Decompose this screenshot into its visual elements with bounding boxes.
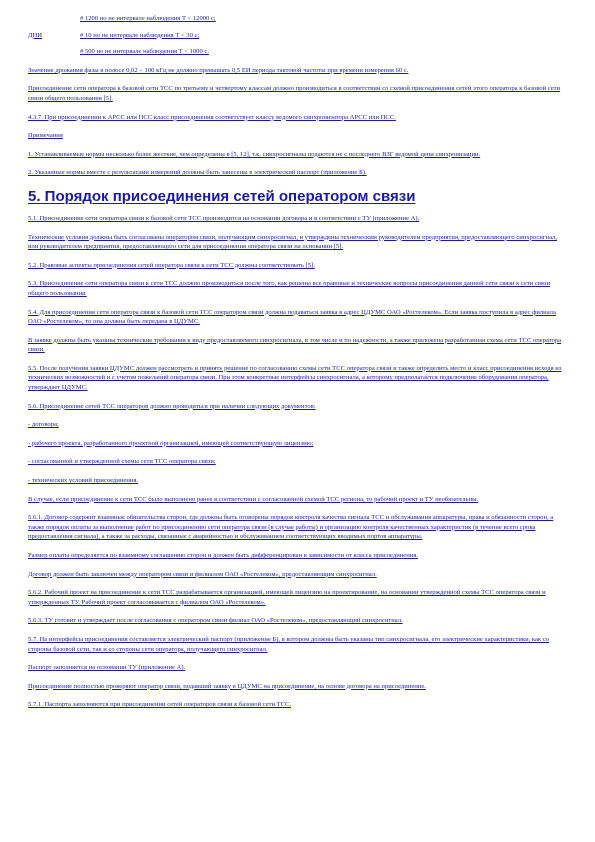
paragraph: Присоединение полностью проверяют оператор связи, подавший заявку в ЦДУМС на присоединение, на основе договора на присоединение.	[28, 682, 426, 690]
header-row-text: # 500 но не интервале наблюдения T < 1000 с.	[80, 48, 209, 56]
header-row-1	[28, 14, 568, 24]
header-row-text: # 10 но не интервале наблюдения T < 30 с;	[80, 31, 200, 39]
paragraph: Договор должен быть заключен между оператором связи и филиалом ОАО «Ростелеком», предоставляющим синхросигнал.	[28, 570, 377, 578]
paragraph: 5.4. Для присоединения сети оператора связи к базовой сети ТСС оператором связи должна подаваться заявка в адрес ЦДУМС ОАО «Ростелеком». Если заявка поступила в адрес филиала ОАО «Ростелеком», то она должна быть передана в ЦДУМС.	[28, 308, 556, 326]
paragraph: 4.3.7. При присоединении к АРСС или ПСС класс присоединения соответствует классу ведомого синхронизатора АРСС или ПСС.	[28, 113, 396, 121]
header-row-2	[28, 31, 568, 41]
paragraph: В заявке должны быть указаны технические требования к виду предоставляемого синхросигнала, в том числе и по надежности, а также приложена разработанная схема сети ТСС оператора связи.	[28, 336, 562, 354]
paragraph: 5.6.2. Рабочий проект на присоединение к сети ТСС разрабатывается организацией, имеющей лицензию на проектирование, на основании утвержденной схемы ТСС оператора связи и утвержденных ТУ. Рабочий проект согласовывается с филиалом ОАО «Ростелеком».	[28, 589, 546, 606]
paragraph: Размер оплаты определяется по взаимному соглашению сторон и должен быть дифференцирован в зависимости от класса присоединения.	[28, 552, 418, 559]
paragraph: В случае, если присоединение к сети ТСС было выполнено ранее в соответствии с согласованной схемой ТСС региона, то рабочий проект и ТУ необязательны.	[28, 495, 479, 503]
paragraph: 5.3. Присоединение сети оператора связи к сети ТСС должно производиться после того, как решены все правовые и технические вопросы присоединения данной сети связи к сети связи общего пользования.	[28, 280, 551, 297]
paragraph: 5.2. Правовые аспекты присоединения сетей оператора связи к сети ТСС должны соответствовать [5].	[28, 261, 315, 269]
paragraph: Паспорт заполняется на основании ТУ (приложение А).	[28, 664, 186, 672]
paragraph: 5.7.1. Паспорта заполняются при присоединении сетей операторов связи к базовой сети ТСС.	[28, 701, 292, 709]
list-item: - рабочего проекта, разработанного проектной организацией, имеющей соответствующую лицензию;	[28, 439, 314, 447]
list-item: - технических условий присоединения.	[28, 477, 139, 485]
paragraph: Значение дрожания фазы в полосе 0,02 ÷ 100 кГц не должно превышать 0,5 ЕИ периода тактовой частоты при времени измерения 60 с.	[28, 66, 409, 74]
header-row-label: ДНИ	[28, 31, 43, 39]
section-title: 5. Порядок присоединения сетей оператором связи	[28, 187, 416, 205]
paragraph: 5.1. Присоединение сети оператора связи к базовой сети ТСС производится на основании договора и в соответствии с ТУ (приложение А).	[28, 214, 420, 222]
paragraph: 5.5. После получения заявки ЦДУМС должен рассмотреть и принять решение по согласованию схемы сети ТСС оператора связи и также определить место и класс присоединения исходя из технических возможностей и с учетом пожеланий оператора связи. При этом конкретные интерфейсы синхросигнала, а которому предполагается подключение оборудования оператора, утверждает ЦДУМС.	[28, 364, 562, 392]
header-row-3	[28, 47, 568, 57]
paragraph: 5.6.1. Договор содержит взаимные обязательства сторон, где должны быть оговорены порядок контроля качества сигнала ТСС и обслуживания аппаратуры, права и обязанности сторон, а также порядок оплаты за выполнение работ по присоединению сети оператора связи (в случае работы) и организацию контроля качественных характеристик (в течение всего срока предоставления сигнала), а также за расходы, связанные с аварийностью и обслуживанием соответствующих вводимых портов аппаратуры.	[28, 514, 554, 541]
paragraph: Присоединение сети оператора к базовой сети ТСС по третьему и четвертому классам должно производиться в соответствии со схемой присоединения сетей этого оператора к базовой сети связи общего пользования [5].	[28, 85, 561, 102]
list-item: - согласованной и утвержденной схемы сети ТСС оператора связи;	[28, 458, 216, 466]
paragraph: 2. Указанные нормы вместе с результатами измерений должны быть занесены в электрический паспорт (приложение Б).	[28, 169, 367, 177]
paragraph: Технические условия должны быть согласованы оператором связи, получающим синхросигнал, и утверждены техническим руководителем предприятия, предоставляющего синхросигнал, или руководителем предприятия, предоставляющего сети для присоединения оператора связи на основании [5].	[28, 233, 557, 251]
paragraph: 1. Устанавливаемые нормы несколько более жесткие, чем определены в [5, 12], т.к. синхросигналы подаются не с последнего ВЗГ ведомой цепи синхронизации.	[28, 150, 481, 158]
notes-heading: Примечания	[28, 132, 63, 140]
list-item: - договора;	[28, 421, 59, 429]
document-body	[28, 14, 568, 710]
header-row-text: # 1200 но не интервале наблюдения T < 12000 с;	[80, 15, 216, 22]
paragraph: 5.7. На интерфейсы присоединения составляется электрический паспорт (приложение Б), в котором должны быть указаны тип синхросигнала, его электрические характеристики, как со стороны базовой сети, так и со стороны сети оператора, получающего синхросигнал.	[28, 635, 550, 653]
paragraph: 5.6.3. ТУ готовит и утверждает после согласования с оператором связи филиал ОАО «Ростелеком», предоставляющий синхросигнал.	[28, 617, 403, 625]
paragraph: 5.6. Присоединение сетей ТСС операторов должно проводиться при наличии следующих документов:	[28, 402, 316, 410]
